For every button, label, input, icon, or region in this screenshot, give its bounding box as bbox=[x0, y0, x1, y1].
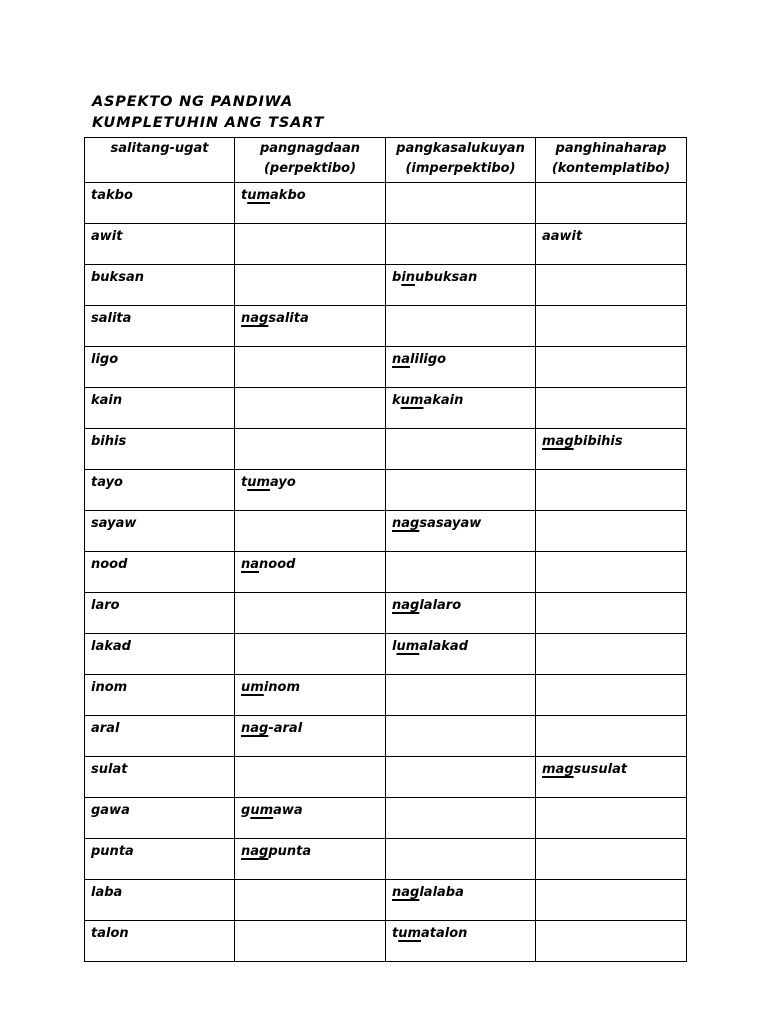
verb-affix: in bbox=[401, 270, 416, 285]
conjugated-verb bbox=[392, 598, 461, 613]
cell-imperpektibo bbox=[386, 839, 536, 880]
cell-kontemplatibo bbox=[536, 306, 687, 347]
cell-imperpektibo bbox=[386, 552, 536, 593]
root-word: sulat bbox=[91, 762, 128, 777]
conjugated-verb bbox=[241, 188, 306, 203]
heading-instruction: KUMPLETUHIN ANG TSART bbox=[92, 115, 325, 131]
cell-perpektibo bbox=[235, 429, 386, 470]
header-sublabel: (kontemplatibo) bbox=[551, 161, 671, 176]
verb-remainder-text: salita bbox=[268, 311, 309, 326]
table-row bbox=[85, 675, 687, 716]
cell-kontemplatibo bbox=[536, 757, 687, 798]
cell-kontemplatibo bbox=[536, 183, 687, 224]
root-word: buksan bbox=[91, 270, 144, 285]
conjugated-verb bbox=[392, 926, 467, 941]
verb-affix: nag bbox=[241, 844, 269, 859]
table-row bbox=[85, 880, 687, 921]
verb-prefix-text: l bbox=[392, 639, 397, 654]
cell-perpektibo bbox=[235, 921, 386, 962]
conjugated-verb bbox=[392, 639, 468, 654]
root-word: awit bbox=[91, 229, 123, 244]
table-row bbox=[85, 552, 687, 593]
verb-affix: nag bbox=[241, 311, 269, 326]
header-salitang-ugat bbox=[85, 138, 235, 183]
root-word: kain bbox=[91, 393, 123, 408]
cell-imperpektibo bbox=[386, 224, 536, 265]
cell-salitang-ugat bbox=[85, 839, 235, 880]
verb-remainder-text: alakad bbox=[419, 639, 469, 654]
cell-imperpektibo bbox=[386, 511, 536, 552]
cell-kontemplatibo bbox=[536, 552, 687, 593]
cell-kontemplatibo bbox=[536, 675, 687, 716]
cell-imperpektibo bbox=[386, 798, 536, 839]
cell-kontemplatibo bbox=[536, 634, 687, 675]
cell-kontemplatibo bbox=[536, 880, 687, 921]
cell-salitang-ugat bbox=[85, 552, 235, 593]
cell-perpektibo bbox=[235, 675, 386, 716]
cell-perpektibo bbox=[235, 634, 386, 675]
root-word: salita bbox=[91, 311, 132, 326]
header-pangkasalukuyan bbox=[386, 138, 536, 183]
table-row bbox=[85, 347, 687, 388]
table-header-row bbox=[85, 138, 687, 183]
cell-salitang-ugat bbox=[85, 921, 235, 962]
cell-kontemplatibo bbox=[536, 388, 687, 429]
root-word: sayaw bbox=[91, 516, 137, 531]
verb-affix: nag bbox=[241, 721, 269, 736]
root-word: lakad bbox=[91, 639, 131, 654]
root-word: gawa bbox=[91, 803, 130, 818]
verb-prefix-text: t bbox=[241, 475, 248, 490]
verb-affix: um bbox=[396, 639, 420, 654]
cell-perpektibo bbox=[235, 388, 386, 429]
cell-imperpektibo bbox=[386, 716, 536, 757]
cell-imperpektibo bbox=[386, 388, 536, 429]
verb-affix: um bbox=[398, 926, 422, 941]
conjugated-verb bbox=[392, 270, 477, 285]
verb-remainder-text: awa bbox=[273, 803, 303, 818]
table-row bbox=[85, 839, 687, 880]
verb-affix: na bbox=[241, 557, 260, 572]
cell-imperpektibo bbox=[386, 593, 536, 634]
verb-remainder-text: -aral bbox=[268, 721, 303, 736]
verb-affix: nag bbox=[392, 885, 420, 900]
header-label: salitang-ugat bbox=[110, 141, 209, 156]
conjugated-verb bbox=[542, 434, 623, 449]
root-word: ligo bbox=[91, 352, 119, 367]
heading-title: ASPEKTO NG PANDIWA bbox=[92, 94, 293, 110]
verb-aspect-table bbox=[84, 137, 687, 962]
cell-perpektibo bbox=[235, 798, 386, 839]
cell-perpektibo bbox=[235, 552, 386, 593]
root-word: talon bbox=[91, 926, 129, 941]
cell-imperpektibo bbox=[386, 347, 536, 388]
verb-affix: um bbox=[250, 803, 274, 818]
root-word: nood bbox=[91, 557, 128, 572]
cell-kontemplatibo bbox=[536, 429, 687, 470]
table-row bbox=[85, 634, 687, 675]
verb-prefix-text: g bbox=[241, 803, 251, 818]
cell-kontemplatibo bbox=[536, 798, 687, 839]
conjugated-verb bbox=[241, 311, 309, 326]
cell-salitang-ugat bbox=[85, 265, 235, 306]
cell-perpektibo bbox=[235, 880, 386, 921]
cell-salitang-ugat bbox=[85, 675, 235, 716]
table-row bbox=[85, 757, 687, 798]
verb-prefix-text: k bbox=[392, 393, 401, 408]
verb-affix: mag bbox=[542, 434, 574, 449]
cell-kontemplatibo bbox=[536, 716, 687, 757]
table-row bbox=[85, 716, 687, 757]
table-row bbox=[85, 470, 687, 511]
cell-perpektibo bbox=[235, 716, 386, 757]
verb-affix: um bbox=[400, 393, 424, 408]
header-sublabel: (perpektibo) bbox=[263, 161, 357, 176]
conjugated-verb bbox=[241, 475, 296, 490]
cell-imperpektibo bbox=[386, 921, 536, 962]
cell-perpektibo bbox=[235, 183, 386, 224]
conjugated-verb bbox=[241, 844, 311, 859]
root-word: laba bbox=[91, 885, 123, 900]
conjugated-verb bbox=[392, 352, 446, 367]
header-panghinaharap bbox=[536, 138, 687, 183]
conjugated-verb bbox=[392, 393, 463, 408]
conjugated-verb bbox=[241, 680, 300, 695]
header-label: pangkasalukuyan bbox=[396, 141, 525, 156]
cell-salitang-ugat bbox=[85, 306, 235, 347]
cell-kontemplatibo bbox=[536, 470, 687, 511]
verb-remainder-text: inom bbox=[263, 680, 301, 695]
table-row bbox=[85, 798, 687, 839]
verb-remainder-text: lalaba bbox=[419, 885, 464, 900]
verb-affix: um bbox=[247, 475, 271, 490]
verb-remainder-text: atalon bbox=[421, 926, 468, 941]
table-row bbox=[85, 265, 687, 306]
table-row bbox=[85, 388, 687, 429]
header-sublabel: (imperpektibo) bbox=[405, 161, 516, 176]
cell-imperpektibo bbox=[386, 265, 536, 306]
cell-perpektibo bbox=[235, 470, 386, 511]
verb-prefix-text: t bbox=[241, 188, 248, 203]
cell-perpektibo bbox=[235, 224, 386, 265]
cell-imperpektibo bbox=[386, 306, 536, 347]
cell-salitang-ugat bbox=[85, 757, 235, 798]
worksheet-heading bbox=[92, 92, 324, 134]
cell-perpektibo bbox=[235, 757, 386, 798]
cell-perpektibo bbox=[235, 306, 386, 347]
conjugated-verb bbox=[542, 762, 627, 777]
conjugated-verb bbox=[241, 557, 295, 572]
header-label: pangnagdaan bbox=[259, 141, 361, 156]
cell-perpektibo bbox=[235, 347, 386, 388]
root-word: inom bbox=[91, 680, 128, 695]
cell-perpektibo bbox=[235, 511, 386, 552]
cell-imperpektibo bbox=[386, 675, 536, 716]
root-word: takbo bbox=[91, 188, 133, 203]
cell-kontemplatibo bbox=[536, 593, 687, 634]
conjugated-verb bbox=[392, 516, 481, 531]
verb-affix: nag bbox=[392, 516, 420, 531]
cell-kontemplatibo bbox=[536, 839, 687, 880]
verb-remainder-text: akbo bbox=[270, 188, 306, 203]
root-word: punta bbox=[91, 844, 134, 859]
table-row bbox=[85, 511, 687, 552]
cell-salitang-ugat bbox=[85, 183, 235, 224]
cell-perpektibo bbox=[235, 839, 386, 880]
verb-affix: um bbox=[241, 680, 264, 695]
verb-remainder-text: liligo bbox=[410, 352, 447, 367]
cell-salitang-ugat bbox=[85, 429, 235, 470]
conjugated-verb bbox=[542, 229, 582, 244]
cell-salitang-ugat bbox=[85, 716, 235, 757]
cell-kontemplatibo bbox=[536, 511, 687, 552]
cell-salitang-ugat bbox=[85, 470, 235, 511]
verb-remainder-text: punta bbox=[268, 844, 312, 859]
conjugated-verb bbox=[241, 721, 302, 736]
cell-salitang-ugat bbox=[85, 880, 235, 921]
verb-prefix-text: b bbox=[392, 270, 402, 285]
table-row bbox=[85, 921, 687, 962]
verb-affix: na bbox=[392, 352, 411, 367]
verb-remainder-text: ayo bbox=[270, 475, 296, 490]
header-label: panghinaharap bbox=[555, 141, 667, 156]
verb-remainder-text: ubuksan bbox=[415, 270, 478, 285]
verb-remainder-text: akain bbox=[423, 393, 464, 408]
cell-kontemplatibo bbox=[536, 265, 687, 306]
cell-imperpektibo bbox=[386, 757, 536, 798]
cell-kontemplatibo bbox=[536, 224, 687, 265]
table-row bbox=[85, 306, 687, 347]
cell-kontemplatibo bbox=[536, 921, 687, 962]
root-word: aral bbox=[91, 721, 120, 736]
cell-salitang-ugat bbox=[85, 593, 235, 634]
verb-remainder-text: nood bbox=[259, 557, 296, 572]
table-row bbox=[85, 183, 687, 224]
root-word: bihis bbox=[91, 434, 127, 449]
verb-remainder-text: susulat bbox=[573, 762, 628, 777]
cell-salitang-ugat bbox=[85, 798, 235, 839]
cell-imperpektibo bbox=[386, 880, 536, 921]
conjugated-verb bbox=[241, 803, 303, 818]
table-row bbox=[85, 429, 687, 470]
cell-salitang-ugat bbox=[85, 347, 235, 388]
verb-affix: mag bbox=[542, 762, 574, 777]
root-word: tayo bbox=[91, 475, 123, 490]
cell-kontemplatibo bbox=[536, 347, 687, 388]
cell-salitang-ugat bbox=[85, 224, 235, 265]
table-body bbox=[85, 183, 687, 962]
cell-imperpektibo bbox=[386, 183, 536, 224]
cell-imperpektibo bbox=[386, 470, 536, 511]
root-word: laro bbox=[91, 598, 120, 613]
verb-remainder-text: lalaro bbox=[419, 598, 462, 613]
header-pangnagdaan bbox=[235, 138, 386, 183]
cell-perpektibo bbox=[235, 593, 386, 634]
conjugated-verb bbox=[392, 885, 464, 900]
verb-affix: um bbox=[247, 188, 271, 203]
cell-salitang-ugat bbox=[85, 634, 235, 675]
cell-salitang-ugat bbox=[85, 388, 235, 429]
cell-imperpektibo bbox=[386, 429, 536, 470]
cell-salitang-ugat bbox=[85, 511, 235, 552]
table-row bbox=[85, 224, 687, 265]
verb-remainder-text: sasayaw bbox=[419, 516, 482, 531]
verb-prefix-text: t bbox=[392, 926, 399, 941]
table-row bbox=[85, 593, 687, 634]
cell-imperpektibo bbox=[386, 634, 536, 675]
verb-affix: nag bbox=[392, 598, 420, 613]
verb-remainder-text: aawit bbox=[542, 229, 583, 244]
verb-remainder-text: bibihis bbox=[573, 434, 623, 449]
cell-perpektibo bbox=[235, 265, 386, 306]
